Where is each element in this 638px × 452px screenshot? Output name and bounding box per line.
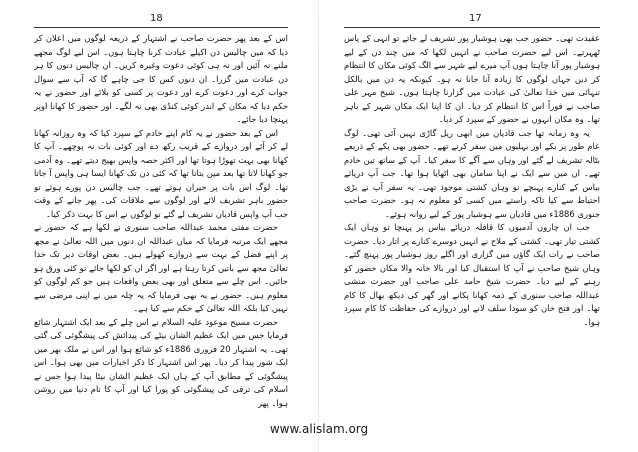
right-page-number: 17: [469, 13, 482, 24]
left-page-number: 18: [150, 13, 163, 24]
website-footer[interactable]: www.alislam.org: [269, 422, 369, 436]
left-paragraph: اس کے بعد پھر حضرت صاحب نے اشتہار کے ذریعہ لوگوں میں اعلان کر دیا کہ میں چالیس دن اکیلے عبادت کرنا چاہتا ہوں۔ اس لیے لوگ مجھے ملنے نہ آئیں اور نہ ہی کوئی دعوت وغیرہ کریں۔ ان چالیس دنوں کا ہر دن عبادت میں گزرا۔ ان دنوں کس کا جی چاہے گا کہ آپ سے سوال جواب کرے اور دعوت کرے اور دعوت پر کسی کو بلائے اور حضور نے یہ حکم دیا کہ مکان کے اندر کوئی کنڈی بھی نہ لگے۔ اور حضور کا کھانا اوپر پہنچا دیا جائے۔: [34, 33, 288, 124]
right-paragraph: جب ان چاروں آدمیوں کا قافلہ دریائے بیاس پر پہنچا تو وہاں ایک کشتی تیار تھی۔ کشتی کے ملاح نے انہیں دوسرے کنارے پر اتار دیا۔ حضرت صاحب نے رات ایک گاؤں میں گزاری اور اگلے روز ہوشیار پور پہنچ گئے۔ وہاں شیخ صاحب نے آپ کا استقبال کیا اور بالا خانہ والا مکان حضور کو رہنے کے لیے دیا۔ حضرت شیخ حامد علی صاحب اور حضرت منشی عبداللہ صاحب سنوری کے ذمہ کھانا پکانے اور گھر کی دیکھ بھال کا کام تھا۔ اور فتح خان کو سودا سلف لانے اور دروازے کی حفاظت کا کام سپرد ہوا۔: [344, 222, 600, 327]
left-header-rule: [34, 27, 288, 28]
left-page-text: [34, 32, 288, 417]
left-paragraph: حضرت مسیح موعود علیہ السلام نے اس چلے کے بعد ایک اشتہار شائع فرمایا جس میں ایک عظیم الشان بیٹے کی پیدائش کی پیشگوئی کی گئی تھی۔ یہ اشتہار 20 فروری 1886ء کو شائع ہوا اور اس نے ملک بھر میں ایک شور پیدا کر دیا۔ پھر اس اشتہار کا ذکر اخبارات میں بھی ہوا۔ اس پیشگوئی کے مطابق آپ کے ہاں ایک عظیم الشان بیٹا پیدا ہوا جس نے اسلام کی ترقی کی پیشگوئی کو پورا کیا اور آپ کا نام دنیا میں روشن ہوا۔ پھر: [34, 316, 288, 408]
right-paragraph: عقیدت تھی۔ حضور جب بھی ہوشیار پور تشریف لے جاتے تو انہی کے پاس ٹھہرتے۔ اس لیے حضرت صاحب نے انہیں لکھا کہ میں چند دن کے لیے ہوشیار پور آنا چاہتا ہوں آپ میرے لیے شہر سے الگ کوئی مکان کا انتظام کر دیں جہاں لوگوں کا زیادہ آنا جانا نہ ہو۔ کیونکہ یہ دن میں بالکل تنہائی میں خدا تعالیٰ کی عبادت میں گزارنا چاہتا ہوں۔ شیخ مہر علی صاحب نے فوراً اس کا انتظام کر دیا۔ ان کا اپنا ایک مکان شہر کے باہر تھا۔ وہ مکان انہوں نے حضور کے سپرد کر دیا۔: [344, 33, 600, 124]
right-page-text: [344, 32, 600, 417]
left-paragraph: اس کے بعد حضور نے یہ کام اپنے خادم کے سپرد کیا کہ وہ روزانہ کھانا لے کر آئے اور دروازے کے قریب رکھ دے اور کوئی بات نہ پوچھے۔ آپ کا کھانا بھی بہت تھوڑا ہوتا تھا اور اکثر حصہ واپس بھیج دیتے تھے۔ وہ آدمی جو کھانا لاتا تھا بعد میں بتاتا تھا کہ کئی دن تک کھانا ایسا ہی واپس آ جاتا تھا۔ لوگ اس بات پر حیران ہوتے تھے۔ جب چالیس دن پورے ہوئے تو حضور باہر تشریف لائے اور لوگوں سے ملاقات کی۔ پھر جانے کے وقت جب آپ واپس قادیان تشریف لے گئے تو لوگوں نے اس کا بہت ذکر کیا۔: [34, 127, 288, 219]
book-spine-divider: [318, 0, 319, 452]
right-paragraph: یہ وہ زمانہ تھا جب قادیان میں ابھی ریل گاڑی نہیں آئی تھی۔ لوگ عام طور پر یکے اور بہلیوں میں سفر کرتے تھے۔ حضور بھی یکے کے ذریعے بٹالہ تشریف لے گئے اور وہاں سے آگے کا سفر کیا۔ آپ کے ساتھ تین خادم تھے۔ ان میں سے ایک نے اپنا سامان بھی اٹھایا ہوا تھا۔ جب آپ دریائے بیاس کے کنارے پہنچے تو وہاں کشتی موجود تھی۔ یہ سفر آپ نے بڑی احتیاط سے کیا تاکہ راستے میں کسی کو معلوم نہ ہو۔ حضرت صاحب جنوری 1886ء میں قادیان سے ہوشیار پور کے لیے روانہ ہوئے۔: [344, 127, 600, 219]
left-paragraph: حضرت مفتی محمد عبداللہ صاحب سنوری نے لکھا ہے کہ حضور نے مجھے ایک مرتبہ فرمایا کہ میاں عبداللہ ان دنوں میں اللہ تعالیٰ نے مجھ پر اپنے فضل کے بہت سے دروازے کھولے ہیں۔ بعض اوقات دیر تک خدا تعالیٰ مجھ سے باتیں کرتا رہتا ہے اور اگر ان کو لکھا جائے تو کئی ورق ہو جائیں۔ اس چلے سے متعلق اور بھی بعض واقعات ہیں جو کم لوگوں کو معلوم ہیں۔ حضور نے یہ بھی فرمایا کہ یہ چلہ میں نے اپنی مرضی سے نہیں کیا بلکہ اللہ تعالیٰ کے حکم سے کیا ہے۔: [34, 222, 288, 313]
right-header-rule: [344, 27, 600, 28]
